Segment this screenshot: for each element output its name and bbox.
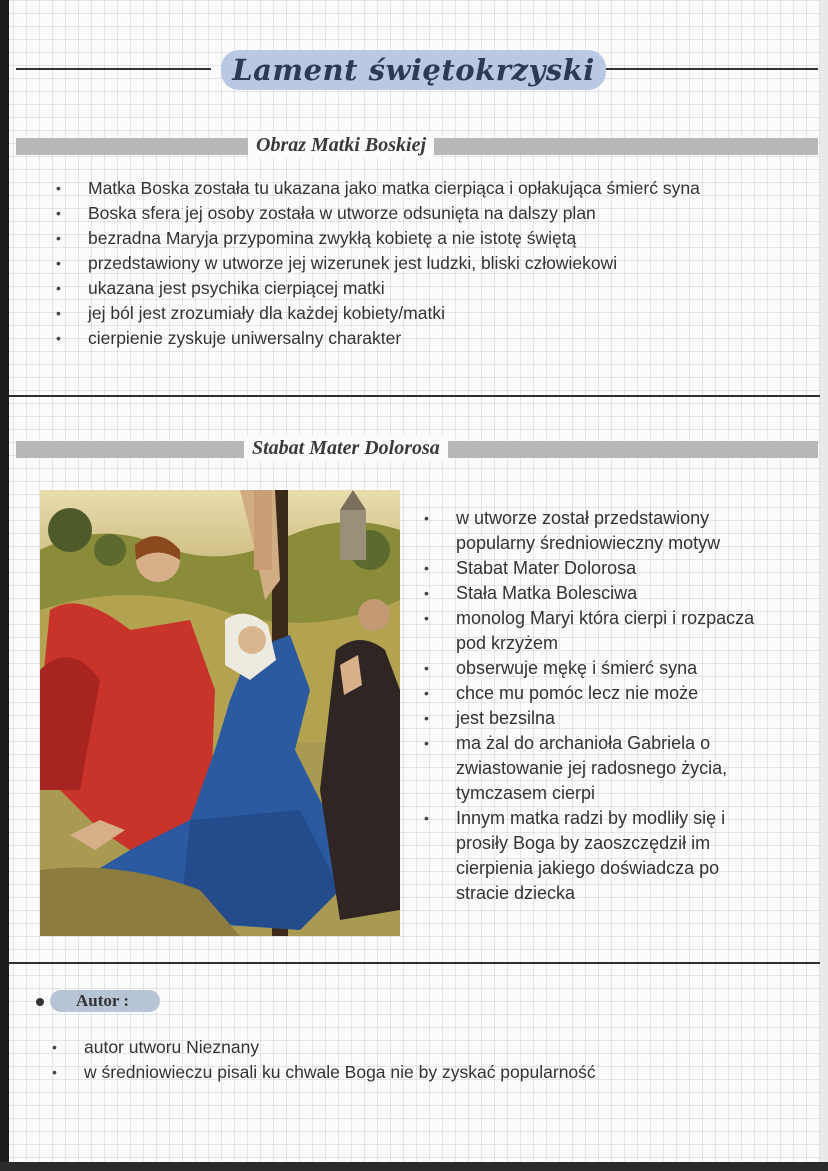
list-item: • autor utworu Nieznany bbox=[52, 1035, 752, 1060]
list-item: • chce mu pomóc lecz nie może bbox=[424, 681, 772, 706]
list-item: • monolog Maryi która cierpi i rozpacza pod krzyżem bbox=[424, 606, 772, 656]
list-item: • w średniowieczu pisali ku chwale Boga nie by zyskać popularność bbox=[52, 1060, 752, 1085]
title-rule-right bbox=[606, 68, 818, 70]
list-item: • cierpienie zyskuje uniwersalny charakter bbox=[56, 326, 746, 351]
list-item: • Innym matka radzi by modliły się i prosiły Boga by zaoszczędził im cierpienia jakiego doświadcza po stracie dziecka bbox=[424, 806, 772, 906]
page-title: Lament świętokrzyski bbox=[221, 50, 606, 90]
title-banner bbox=[16, 50, 818, 94]
crucifixion-painting bbox=[40, 490, 400, 936]
section-bar-obraz bbox=[16, 134, 818, 156]
obraz-bullet-list bbox=[56, 176, 746, 351]
title-rule-left bbox=[16, 68, 211, 70]
list-item: • jest bezsilna bbox=[424, 706, 772, 731]
section-divider bbox=[9, 962, 820, 964]
list-item: • Matka Boska została tu ukazana jako matka cierpiąca i opłakująca śmierć syna bbox=[56, 176, 746, 201]
autor-label: Autor : bbox=[50, 990, 160, 1012]
page-edge-bottom bbox=[0, 1162, 828, 1171]
list-item: • Boska sfera jej osoby została w utworze odsunięta na dalszy plan bbox=[56, 201, 746, 226]
stabat-bullet-list bbox=[424, 506, 772, 906]
list-item: • Stabat Mater Dolorosa bbox=[424, 556, 772, 581]
list-item: • obserwuje mękę i śmierć syna bbox=[424, 656, 772, 681]
list-item: • przedstawiony w utworze jej wizerunek jest ludzki, bliski człowiekowi bbox=[56, 251, 746, 276]
page-edge-left bbox=[0, 0, 9, 1171]
list-item: • w utworze został przedstawiony popularny średniowieczny motyw bbox=[424, 506, 772, 556]
section-heading-stabat: Stabat Mater Dolorosa bbox=[244, 435, 448, 461]
list-item: • ma żal do archanioła Gabriela o zwiastowanie jej radosnego życia, tymczasem cierpi bbox=[424, 731, 772, 806]
section-bar-stabat bbox=[16, 437, 818, 459]
list-item: • Stała Matka Bolesciwa bbox=[424, 581, 772, 606]
section-heading-obraz: Obraz Matki Boskiej bbox=[248, 132, 434, 158]
list-item: • jej ból jest zrozumiały dla każdej kobiety/matki bbox=[56, 301, 746, 326]
section-divider bbox=[9, 395, 820, 397]
page-edge-right bbox=[820, 0, 828, 1171]
bullet-dot-icon bbox=[36, 998, 44, 1006]
autor-bullet-list bbox=[52, 1035, 752, 1085]
list-item: • ukazana jest psychika cierpiącej matki bbox=[56, 276, 746, 301]
list-item: • bezradna Maryja przypomina zwykłą kobietę a nie istotę świętą bbox=[56, 226, 746, 251]
